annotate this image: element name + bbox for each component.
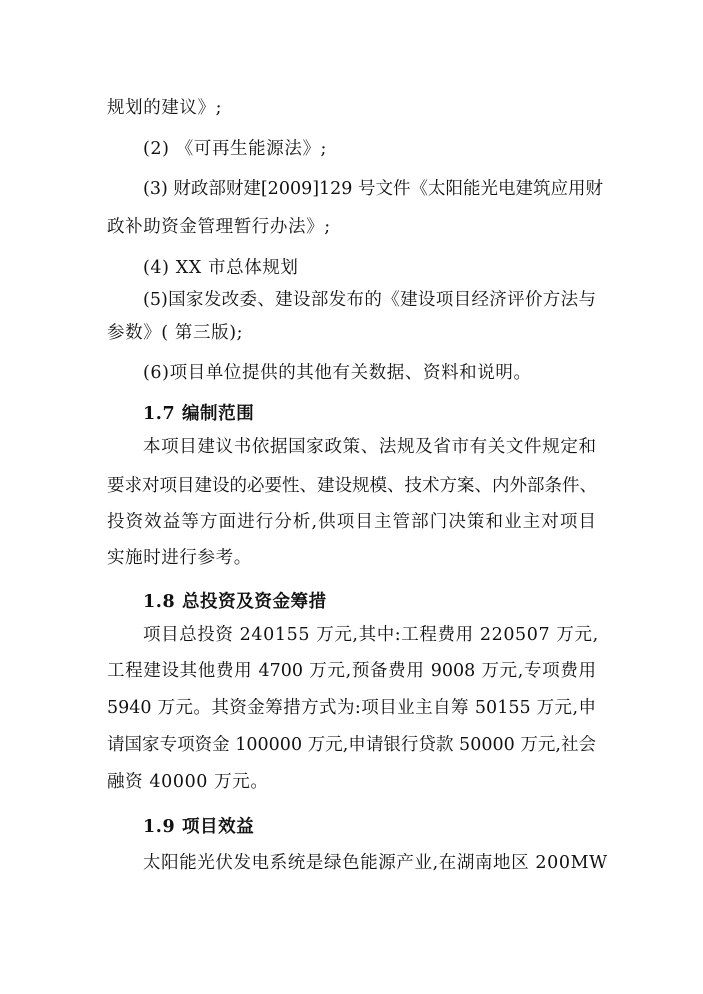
section-heading: 1.8 总投资及资金筹措 [143,592,327,612]
text-line: 政补助资金管理暂行办法》; [107,217,331,237]
text-line: 5940 万元。其资金筹措方式为:项目业主自筹 50155 万元,申 [107,698,596,718]
section-heading: 1.9 项目效益 [143,817,255,837]
text-line: (2) 《可再生能源法》; [143,139,328,159]
text-line: 参数》( 第三版); [107,323,244,343]
text-line: 本项目建议书依据国家政策、法规及省市有关文件规定和 [143,437,596,457]
text-line: 项目总投资 240155 万元,其中:工程费用 220507 万元, [143,625,599,645]
text-line: 工程建设其他费用 4700 万元,预备费用 9008 万元,专项费用 [107,661,596,681]
section-heading: 1.7 编制范围 [143,404,255,424]
text-line: (6)项目单位提供的其他有关数据、资料和说明。 [143,363,532,383]
text-line: 太阳能光伏发电系统是绿色能源产业,在湖南地区 200MW [143,853,608,873]
text-line: 投资效益等方面进行分析,供项目主管部门决策和业主对项目 [107,512,596,532]
text-line: 融资 40000 万元。 [107,772,269,792]
text-line: (4) XX 市总体规划 [143,258,299,278]
text-line: 请国家专项资金 100000 万元,申请银行贷款 50000 万元,社会 [107,735,596,755]
text-line: 规划的建议》; [107,98,223,118]
text-line: 要求对项目建设的必要性、建设规模、技术方案、内外部条件、 [107,476,597,496]
text-line: (5)国家发改委、建设部发布的《建设项目经济评价方法与 [143,290,596,310]
text-line: 实施时进行参考。 [107,548,252,568]
text-line: (3) 财政部财建[2009]129 号文件《太阳能光电建筑应用财 [143,179,604,199]
